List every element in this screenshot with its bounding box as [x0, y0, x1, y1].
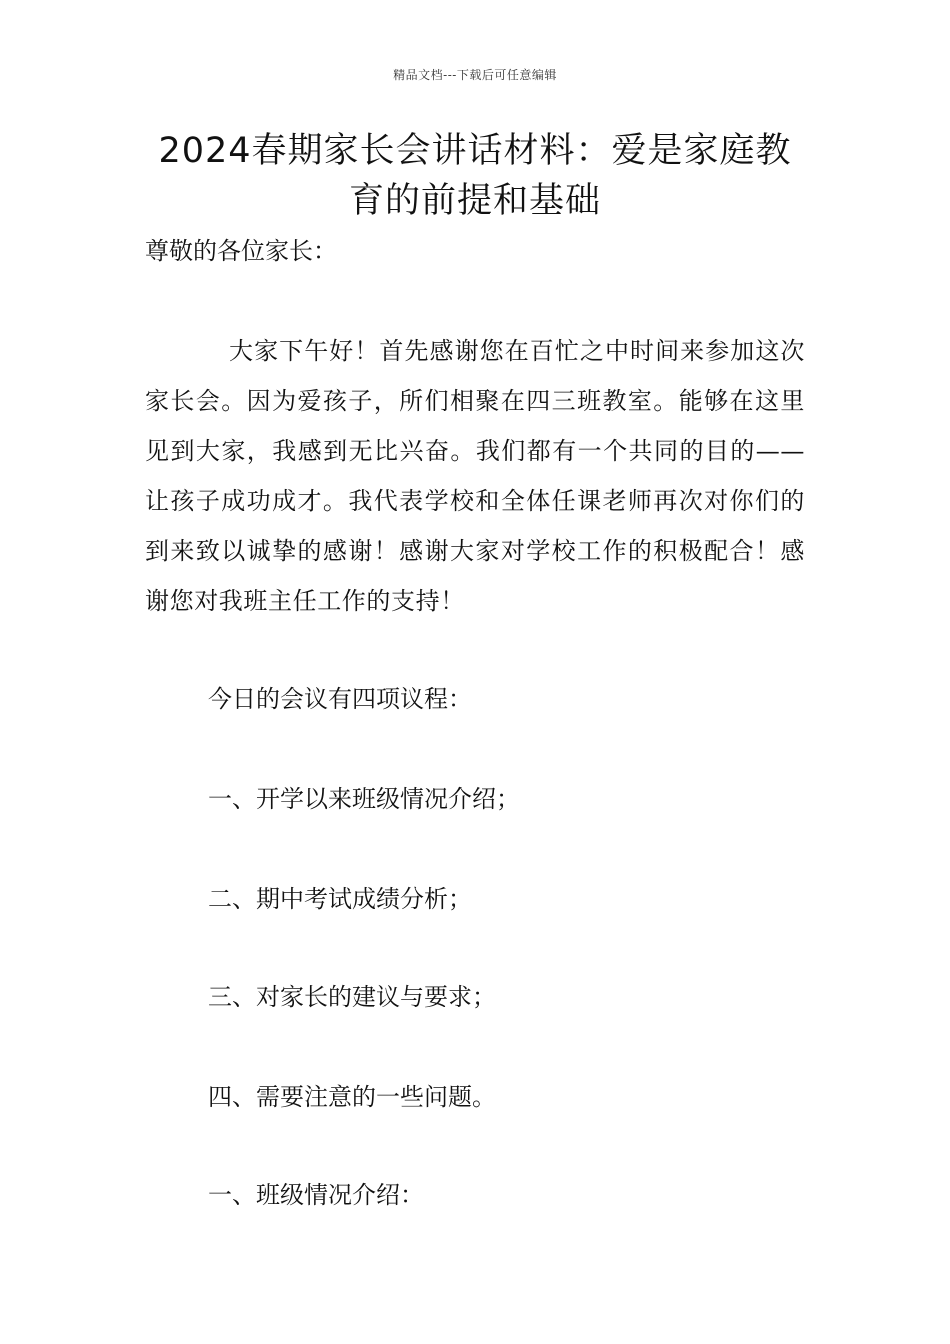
header-note: 精品文档---下载后可任意编辑 [393, 68, 557, 82]
agenda-item: 二、期中考试成绩分析； [208, 885, 472, 913]
document-title: 2024春期家长会讲话材料：爱是家庭教育的前提和基础 [158, 131, 792, 221]
agenda-item: 三、对家长的建议与要求； [208, 983, 496, 1011]
salutation: 尊敬的各位家长： [145, 237, 337, 265]
agenda-intro: 今日的会议有四项议程： [208, 685, 472, 713]
agenda-item: 一、开学以来班级情况介绍； [208, 785, 520, 813]
agenda-item: 四、需要注意的一些问题。 [208, 1083, 496, 1111]
section-heading: 一、班级情况介绍： [208, 1181, 424, 1209]
intro-paragraph: 大家下午好！首先感谢您在百忙之中时间来参加这次家长会。因为爱孩子，所们相聚在四三班教室。能够在这里见到大家，我感到无比兴奋。我们都有一个共同的目的——让孩子成功成才。我代表学校和全体任课老师再次对你们的到来致以诚挚的感谢！感谢大家对学校工作的积极配合！感谢您对我班主任工作的支持！ [145, 337, 805, 615]
